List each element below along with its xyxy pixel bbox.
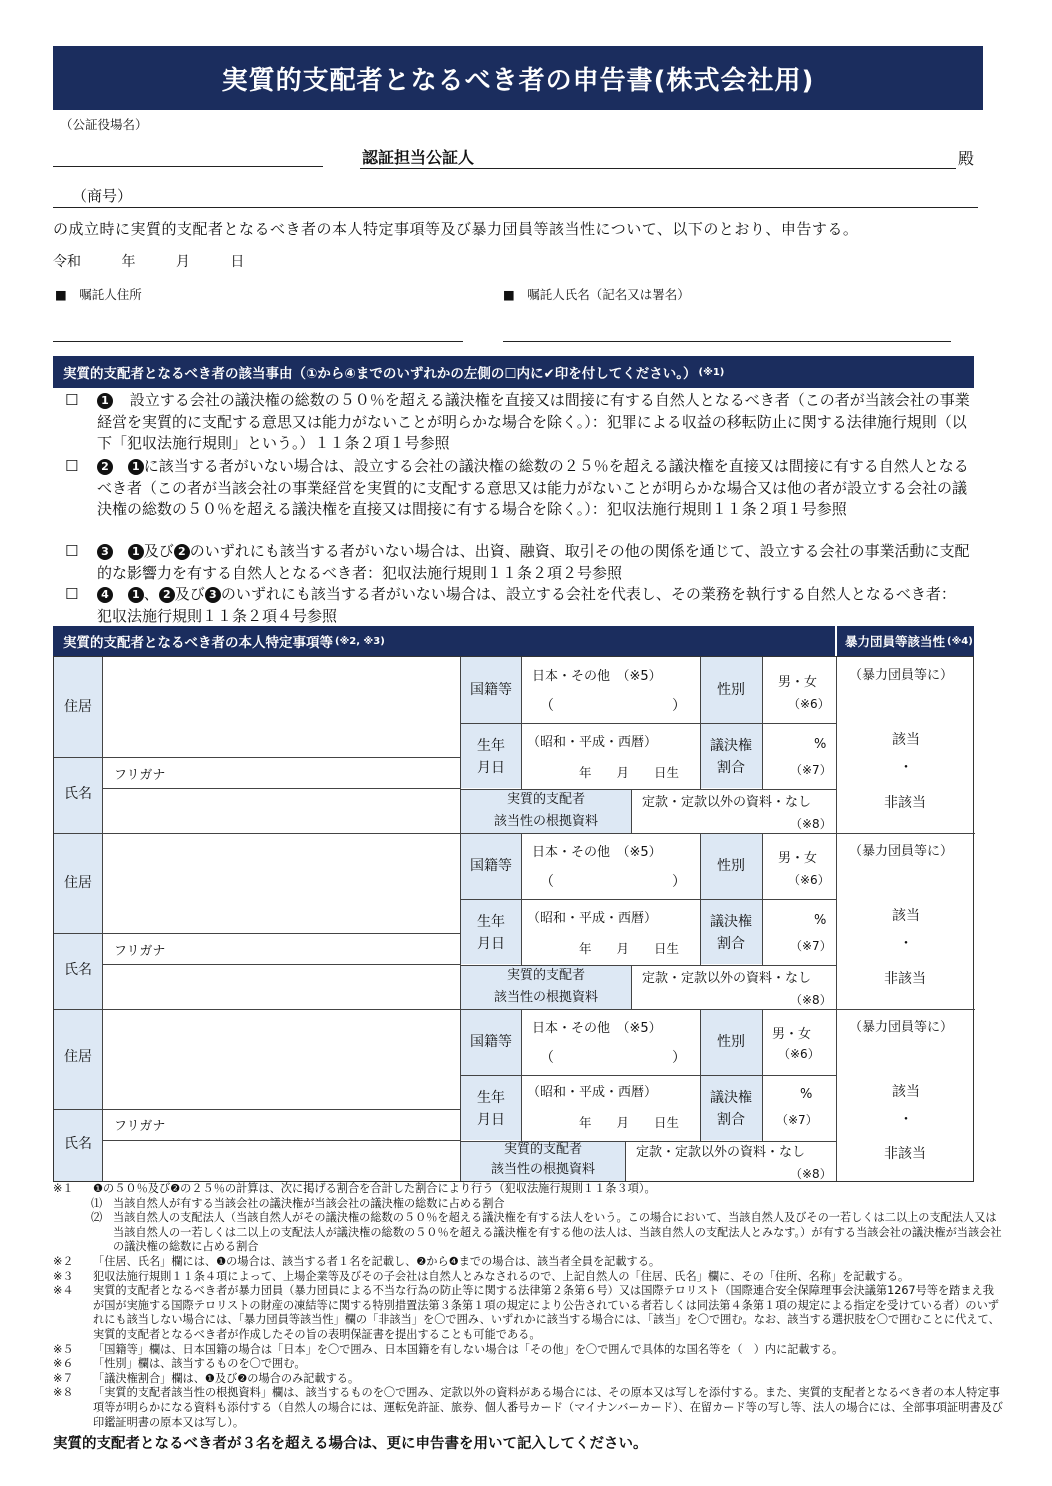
date-day: 日: [230, 254, 245, 270]
teikan-note: （※8）: [790, 993, 832, 1007]
persons-heading-note: (※2, ※3): [335, 635, 385, 647]
seinen-label-1: 生年: [477, 914, 505, 930]
reason-ref-1-icon: 1: [128, 544, 144, 560]
client-address-label: ■ 嘱託人住所: [55, 287, 142, 302]
reason-text-4b: 及び: [174, 585, 205, 603]
furigana-label: フリガナ: [114, 944, 166, 959]
grid-line: [54, 1009, 975, 1010]
grid-line: [54, 833, 975, 834]
reason-item-1: [65, 390, 970, 454]
note-item: [53, 1255, 1003, 1270]
grid-line: [625, 1141, 626, 1181]
note-key: ※４: [53, 1284, 74, 1298]
boryoku-head: （暴力団員等に）: [849, 668, 954, 683]
checkbox-reason-1[interactable]: ☐: [65, 391, 79, 409]
giketsu-note: （※7）: [776, 1113, 818, 1127]
konkyo-label-2: 該当性の根拠資料: [493, 814, 598, 829]
reason-item-3: [65, 541, 970, 583]
persons-heading-text: 実質的支配者となるべき者の本人特定事項等: [63, 635, 333, 651]
reason-text-3b: のいずれにも該当する者がいない場合は、出資、融資、取引その他の関係を通じて、設立する会社の事業活動に支配的な影響力を有する自然人となるべき者：犯収法施行規則１１条２項２号参照: [97, 542, 970, 582]
giketsu-label-1: 議決権: [710, 914, 752, 930]
note-key: ⑵: [91, 1211, 103, 1225]
kokuseki-paren-close: ）: [672, 1050, 686, 1066]
jukyo-input[interactable]: [103, 834, 460, 932]
kokuseki-paren-open: （: [540, 874, 554, 890]
seibetsu-note: （※6）: [788, 873, 830, 887]
seibetsu-label: 性別: [717, 1034, 745, 1050]
seinen-label-2: 月日: [477, 760, 505, 776]
note-item: [53, 1270, 1003, 1285]
teikan-value[interactable]: 定款・定款以外の資料・なし: [642, 795, 812, 810]
grid-line: [631, 789, 632, 833]
dono-label: 殿: [958, 149, 975, 168]
client-name-field[interactable]: [503, 341, 951, 342]
gaito-option[interactable]: 該当: [892, 1084, 920, 1100]
note-text: 当該自然人の支配法人（当該自然人がその議決権の総数の５０％を超える議決権を有する法人をいう。この場合において、当該自然人及びその一若しくは二以上の支配法人又は当該自然人の一若しくは二以上の支配法人が議決権の総数の５０％を超える議決権を有する他の法人は、当該自然人の支配法人とみなす。）が有する当該会社の議決権が当該会社の議決権の総数に占める割合: [113, 1211, 1002, 1254]
giketsu-label-1: 議決権: [710, 1090, 752, 1106]
boryoku-head: （暴力団員等に）: [849, 844, 954, 859]
giketsu-label-2: 割合: [717, 936, 745, 952]
seibetsu-note: （※6）: [788, 697, 830, 711]
grid-line: [102, 657, 103, 1181]
reason-number-2-icon: 2: [97, 459, 113, 475]
reason-item-2: [65, 456, 970, 540]
reason-text-4c: のいずれにも該当する者がいない場合は、設立する会社を代表し、その業務を執行する自然人となるべき者：犯収法施行規則１１条２項４号参照: [97, 585, 956, 625]
office-name-field[interactable]: [53, 166, 323, 167]
grid-line: [460, 657, 461, 1181]
note-key: ※７: [53, 1371, 74, 1385]
note-key: ⑴: [91, 1196, 103, 1210]
note-text: 「性別」欄は、該当するものを〇で囲む。: [93, 1357, 306, 1371]
percent-label: %: [814, 913, 827, 928]
kokuseki-value[interactable]: 日本・その他 （※5）: [532, 1021, 662, 1036]
seibetsu-value[interactable]: 男・女: [778, 851, 818, 866]
reason-number-3-icon: 3: [97, 544, 113, 560]
giketsu-note: （※7）: [790, 939, 832, 953]
percent-label: %: [814, 737, 827, 752]
boryoku-head: （暴力団員等に）: [849, 1020, 954, 1035]
reason-ref-2-icon: 2: [159, 587, 175, 603]
dot-separator: ・: [899, 760, 913, 776]
note-text: ❶の５０％及び❷の２５％の計算は、次に掲げる割合を合計した割合により行う（犯収法施行規則１１条３項）。: [93, 1182, 656, 1195]
jukyo-label: 住居: [64, 1049, 92, 1065]
date-line: [53, 251, 244, 271]
seinen-label-1: 生年: [477, 738, 505, 754]
kokuseki-label: 国籍等: [470, 1034, 512, 1050]
furigana-label: フリガナ: [114, 768, 166, 783]
note-sub-item: [53, 1197, 1003, 1212]
konkyo-label-2: 該当性の根拠資料: [490, 1162, 595, 1177]
notary-name-field[interactable]: [360, 168, 956, 169]
jukyo-label: 住居: [64, 875, 92, 891]
note-sub-item: [53, 1211, 1003, 1255]
giketsu-label-2: 割合: [717, 1112, 745, 1128]
office-label: （公証役場名）: [60, 117, 148, 132]
note-text: 「議決権割合」欄は、❶及び❷の場合のみ記載する。: [93, 1371, 360, 1385]
document-title: 実質的支配者となるべき者の申告書(株式会社用): [53, 46, 983, 110]
seibetsu-value[interactable]: 男・女: [778, 675, 818, 690]
kokuseki-paren-open: （: [540, 1050, 554, 1066]
jukyo-input[interactable]: [103, 658, 460, 756]
grid-line: [102, 964, 460, 965]
persons-table: [53, 656, 974, 1182]
giketsu-label-1: 議決権: [710, 738, 752, 754]
note-key: ※８: [53, 1386, 74, 1400]
notes-section: [53, 1182, 1003, 1430]
boryoku-heading: [837, 626, 974, 656]
shimei-input[interactable]: [103, 788, 460, 832]
jukyo-label: 住居: [64, 699, 92, 715]
reason-ref-1-icon: 1: [128, 459, 144, 475]
shimei-label: 氏名: [64, 786, 92, 802]
reason-ref-1-icon: 1: [128, 587, 144, 603]
persons-heading: [53, 626, 835, 656]
note-text: 「国籍等」欄は、日本国籍の場合は「日本」を〇で囲み、日本国籍を有しない場合は「その他」を〇で囲んで具体的な国名等を（ ）内に記載する。: [93, 1342, 844, 1356]
reason-text-4a: 、: [143, 585, 159, 603]
era-value[interactable]: （昭和・平成・西暦）: [527, 735, 658, 750]
higaito-option[interactable]: 非該当: [884, 971, 926, 987]
notary-label: 認証担当公証人: [362, 148, 475, 167]
teikan-note: （※8）: [790, 817, 832, 831]
grid-line: [460, 965, 836, 966]
giketsu-note: （※7）: [790, 763, 832, 777]
percent-label: %: [800, 1087, 813, 1102]
kokuseki-paren-close: ）: [672, 698, 686, 714]
note-key: ※５: [53, 1342, 74, 1356]
checkbox-reason-3[interactable]: ☐: [65, 542, 79, 560]
seinen-label-1: 生年: [477, 1090, 505, 1106]
higaito-option[interactable]: 非該当: [884, 795, 926, 811]
grid-line: [460, 789, 836, 790]
grid-line: [54, 933, 460, 934]
date-year: 年: [121, 254, 136, 270]
note-item: [53, 1182, 1003, 1197]
teikan-value[interactable]: 定款・定款以外の資料・なし: [636, 1145, 806, 1160]
seibetsu-label: 性別: [717, 682, 745, 698]
reasons-heading: [53, 356, 974, 388]
konkyo-label-1: 実質的支配者: [506, 792, 585, 807]
konkyo-label-1: 実質的支配者: [506, 968, 585, 983]
shogo-field[interactable]: [53, 207, 978, 208]
gaito-option[interactable]: 該当: [892, 732, 920, 748]
kokuseki-paren-close: ）: [672, 874, 686, 890]
date-month: 月: [175, 254, 190, 270]
shimei-label: 氏名: [64, 1136, 92, 1152]
grid-line: [102, 1140, 460, 1141]
shogo-label: （商号）: [72, 187, 133, 205]
ymd-label: 年 月 日生: [579, 941, 680, 956]
grid-line: [631, 965, 632, 1009]
reason-item-4: [65, 584, 970, 626]
checkbox-reason-4[interactable]: ☐: [65, 585, 79, 603]
shimei-label: 氏名: [64, 962, 92, 978]
higaito-option[interactable]: 非該当: [884, 1146, 926, 1162]
note-key: ※２: [53, 1254, 74, 1268]
boryoku-heading-text: 暴力団員等該当性: [845, 634, 946, 649]
era-value[interactable]: （昭和・平成・西暦）: [527, 1085, 658, 1100]
grid-line: [54, 757, 460, 758]
konkyo-label-2: 該当性の根拠資料: [493, 990, 598, 1005]
footer-instruction: 実質的支配者となるべき者が３名を超える場合は、更に申告書を用いて記入してください。: [53, 1436, 648, 1452]
kokuseki-value[interactable]: 日本・その他 （※5）: [532, 669, 662, 684]
reasons-heading-note: (※1): [698, 366, 725, 378]
note-item: [53, 1284, 1003, 1342]
reason-text-2: に該当する者がいない場合は、設立する会社の議決権の総数の２５％を超える議決権を直接又は間接に有する自然人となるべき者（この者が当該会社の事業経営を実質的に支配する意思又は能力がないことが明らかな場合又は他の者が設立する会社の議決権の総数の５０％を超える議決権を直接又は間接に有する場合を除く。）：犯収法施行規則１１条２項１号参照: [97, 457, 969, 518]
grid-line: [460, 899, 836, 900]
reason-number-4-icon: 4: [97, 587, 113, 603]
konkyo-label-1: 実質的支配者: [503, 1142, 582, 1157]
note-item: [53, 1357, 1003, 1372]
note-text: 犯収法施行規則１１条４項によって、上場企業等及びその子会社は自然人とみなされるので、上記自然人の「住居、氏名」欄に、その「住所、名称」を記載する。: [93, 1269, 910, 1283]
era-value[interactable]: （昭和・平成・西暦）: [527, 911, 658, 926]
seinen-label-2: 月日: [477, 1112, 505, 1128]
boryoku-heading-note: (※4): [947, 635, 973, 647]
reason-ref-3-icon: 3: [205, 587, 221, 603]
client-name-label: ■ 嘱託人氏名（記名又は署名）: [503, 287, 690, 302]
kokuseki-label: 国籍等: [470, 682, 512, 698]
client-address-field[interactable]: [53, 341, 463, 342]
note-item: [53, 1343, 1003, 1358]
reason-ref-2-icon: 2: [174, 544, 190, 560]
reason-text-3a: 及び: [143, 542, 174, 560]
grid-line: [836, 657, 837, 1181]
ymd-label: 年 月 日生: [579, 765, 680, 780]
kokuseki-label: 国籍等: [470, 858, 512, 874]
reasons-heading-text: 実質的支配者となるべき者の該当事由（①から④までのいずれかの左側の☐内に✔印を付してください。）: [63, 366, 697, 382]
dot-separator: ・: [899, 936, 913, 952]
grid-line: [102, 788, 460, 789]
intro-text: の成立時に実質的支配者となるべき者の本人特定事項等及び暴力団員等該当性について、以下のとおり、申告する。: [53, 220, 859, 238]
reason-text-1: 設立する会社の議決権の総数の５０％を超える議決権を直接又は間接に有する自然人となるべき者（この者が当該会社の事業経営を実質的に支配する意思又は能力がないことが明らかな場合を除く。）：犯罪による収益の移転防止に関する法律施行規則（以下「犯収法施行規則」という。）１１条２項１号参照: [97, 391, 970, 452]
kokuseki-value[interactable]: 日本・その他 （※5）: [532, 845, 662, 860]
note-text: 「住居、氏名」欄には、❶の場合は、該当する者１名を記載し、❷から❹までの場合は、該当者全員を記載する。: [93, 1254, 661, 1268]
grid-line: [460, 1141, 836, 1142]
shimei-input[interactable]: [103, 1140, 460, 1180]
grid-line: [460, 1075, 836, 1076]
note-key: ※６: [53, 1357, 74, 1371]
note-text: 実質的支配者となるべき者が暴力団員（暴力団員による不当な行為の防止等に関する法律第２条第６号）又は国際テロリスト（国際連合安全保障理事会決議第1267号等を踏まえ我が国が実施する国際テロリストの財産の凍結等に関する特別措置法第３条第１項の規定により公告されている者若しくは同法第４条第１項の規定による指定を受けている者）のいずれにも該当しない場合には、「暴力団員等該当性」欄の「非該当」を〇で囲み、いずれかに該当する場合には、「該当」を〇で囲む。なお、該当する選択肢を〇で囲むことに代えて、実質的支配者となるべき者が作成したその旨の表明保証書を提出することも可能である。: [93, 1284, 1000, 1341]
teikan-value[interactable]: 定款・定款以外の資料・なし: [642, 971, 812, 986]
note-text: 当該自然人が有する当該会社の議決権が当該会社の議決権の総数に占める割合: [113, 1196, 505, 1210]
checkbox-reason-2[interactable]: ☐: [65, 457, 79, 475]
dot-separator: ・: [899, 1112, 913, 1128]
teikan-note: （※8）: [790, 1167, 832, 1181]
note-text: 「実質的支配者該当性の根拠資料」欄は、該当するものを〇で囲み、定款以外の資料がある場合には、その原本又は写しを添付する。また、実質的支配者となるべき者の本人特定事項等が明らかになる資料も添付する（自然人の場合には、運転免許証、旅券、個人番号カード（マイナンバーカード）、在留カード等の写し等、法人の場合には、全部事項証明書及び印鑑証明書の原本又は写し）。: [93, 1386, 1003, 1429]
furigana-label: フリガナ: [114, 1119, 166, 1134]
shimei-input[interactable]: [103, 964, 460, 1008]
note-item: [53, 1372, 1003, 1387]
kokuseki-paren-open: （: [540, 698, 554, 714]
ymd-label: 年 月 日生: [579, 1115, 680, 1130]
note-key: ※１: [53, 1182, 74, 1195]
jukyo-input[interactable]: [103, 1010, 460, 1108]
seibetsu-note: （※6）: [778, 1047, 820, 1061]
seinen-label-2: 月日: [477, 936, 505, 952]
date-era: 令和: [53, 254, 81, 270]
grid-line: [460, 723, 836, 724]
gaito-option[interactable]: 該当: [892, 908, 920, 924]
reason-number-1-icon: 1: [97, 393, 113, 409]
seibetsu-label: 性別: [717, 858, 745, 874]
grid-line: [54, 1109, 460, 1110]
note-key: ※３: [53, 1269, 74, 1283]
giketsu-label-2: 割合: [717, 760, 745, 776]
seibetsu-value[interactable]: 男・女: [772, 1027, 812, 1042]
note-item: [53, 1386, 1003, 1430]
